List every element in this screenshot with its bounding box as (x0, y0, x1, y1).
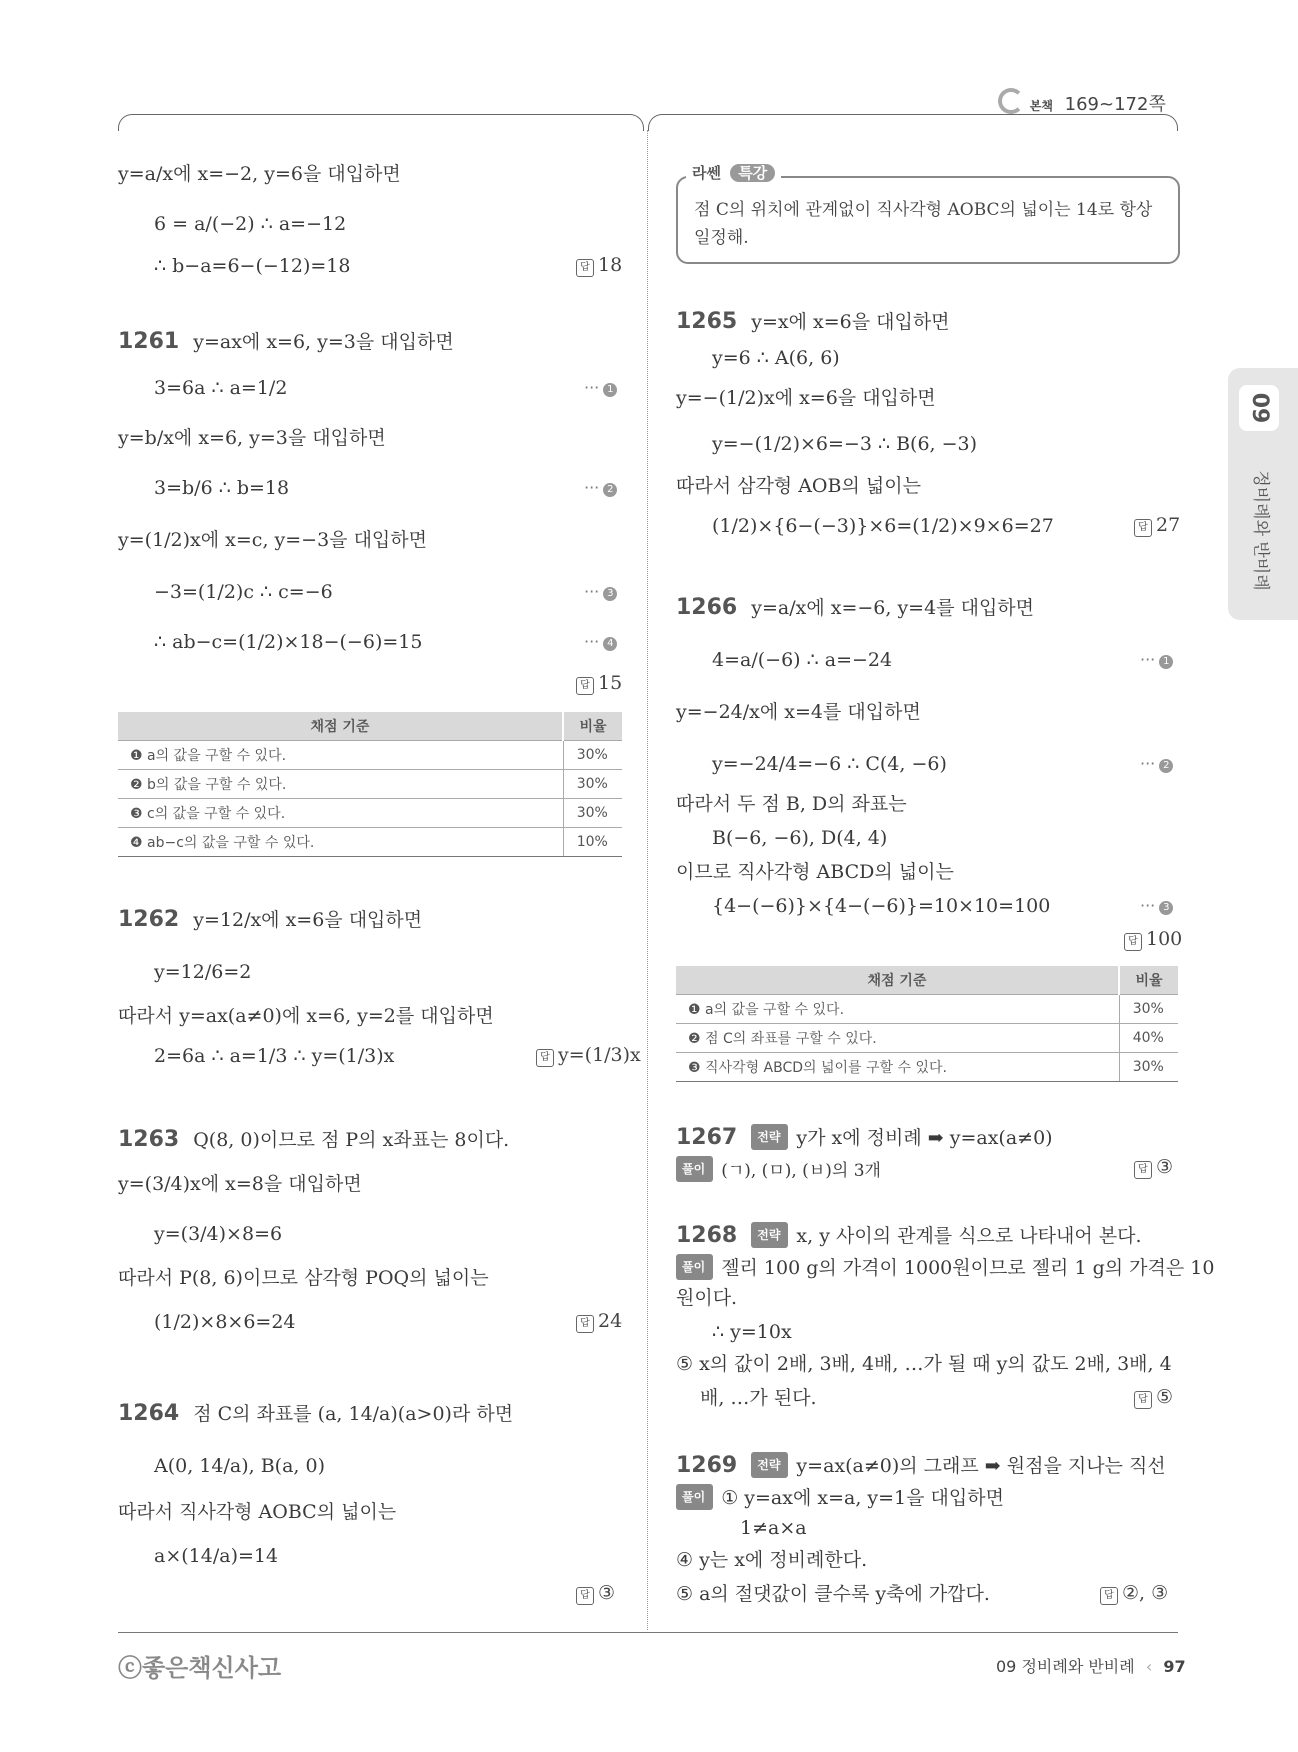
text: y=a/x에 x=−6, y=4를 대입하면 (751, 597, 1035, 619)
problem-number: 1263 (118, 1127, 180, 1152)
strategy-text: x, y 사이의 관계를 식으로 나타내어 본다. (796, 1225, 1142, 1247)
answer-value: 15 (598, 672, 623, 694)
problem-1266-line-5: 따라서 두 점 B, D의 좌표는 (676, 793, 907, 815)
strategy-text: y가 x에 정비례 ➡ y=ax(a≠0) (796, 1127, 1053, 1149)
text: 점 C의 좌표를 (a, 14/a)(a>0)라 하면 (193, 1403, 514, 1425)
lecture-label-badge: 특강 (730, 164, 775, 182)
problem-1267-line-1 (676, 1124, 1053, 1150)
grading-table-1261 (118, 712, 622, 857)
answer-value: y=(1/3)x (558, 1044, 641, 1066)
footer-chapter (996, 1654, 1186, 1677)
footer-rule (118, 1632, 1178, 1633)
lecture-text: 점 C의 위치에 관계없이 직사각형 AOBC의 넓이는 14로 항상 일정해. (694, 200, 1153, 248)
strategy-tag: 전략 (751, 1452, 788, 1478)
problem-1266-line-4: y=−24/4=−6 ∴ C(4, −6) (712, 753, 947, 775)
problem-number: 1265 (676, 309, 738, 334)
problem-1261-line-7: ∴ ab−c=(1/2)×18−(−6)=15 (154, 631, 423, 653)
problem-1268-line-2 (676, 1254, 1214, 1280)
lecture-label-main: 라쎈 (692, 164, 721, 182)
answer-value: ③ (598, 1582, 616, 1604)
problem-1264-line-4: a×(14/a)=14 (154, 1545, 279, 1567)
problem-1265-line-5: 따라서 삼각형 AOB의 넓이는 (676, 475, 921, 497)
ref-pages: 169~172쪽 (1064, 94, 1166, 115)
problem-1261-line-3: y=b/x에 x=6, y=3을 대입하면 (118, 427, 386, 449)
answer-value: 100 (1146, 928, 1183, 950)
table-header-ratio: 비율 (563, 712, 622, 741)
answer-1260: 답 18 (576, 254, 622, 277)
problem-1264-line-1 (118, 1402, 513, 1426)
answer-1261: 답 15 (576, 672, 622, 695)
ref-label: 본책 (1029, 99, 1053, 113)
chapter-number: 09 (1239, 385, 1279, 431)
answer-value: ③ (1156, 1156, 1174, 1178)
problem-1264-line-3: 따라서 직사각형 AOBC의 넓이는 (118, 1501, 397, 1523)
table-row: ❶ a의 값을 구할 수 있다. 30% (676, 995, 1178, 1024)
problem-number: 1268 (676, 1223, 738, 1248)
problem-1265-line-3: y=−(1/2)x에 x=6을 대입하면 (676, 387, 936, 409)
page-reference (998, 88, 1166, 116)
table-row: ❷ b의 값을 구할 수 있다. 30% (118, 770, 622, 799)
problem-1265-line-6: (1/2)×{6−(−3)}×6=(1/2)×9×6=27 (712, 515, 1054, 537)
step-marker-1: ··· 1 (584, 378, 617, 397)
problem-1266-line-1 (676, 596, 1034, 620)
problem-1263-line-3: y=(3/4)×8=6 (154, 1223, 283, 1245)
answer-value: 27 (1156, 514, 1181, 536)
lecture-label (686, 162, 781, 183)
table-row: ❷ 점 C의 좌표를 구할 수 있다. 40% (676, 1024, 1178, 1053)
problem-1261-line-6: −3=(1/2)c ∴ c=−6 (154, 581, 333, 603)
problem-1265-line-1 (676, 310, 950, 334)
problem-1269-line-1 (676, 1452, 1166, 1478)
problem-1266-line-7: 이므로 직사각형 ABCD의 넓이는 (676, 861, 954, 883)
solution-tag: 풀이 (676, 1254, 713, 1280)
problem-1268-line-5: ⑤ x의 값이 2배, 3배, 4배, …가 될 때 y의 값도 2배, 3배, 4 (676, 1353, 1172, 1375)
problem-1262-line-2: y=12/6=2 (154, 961, 252, 983)
table-row: ❶ a의 값을 구할 수 있다. 30% (118, 741, 622, 770)
problem-1268-line-4: ∴ y=10x (712, 1321, 792, 1343)
problem-1266-line-6: B(−6, −6), D(4, 4) (712, 827, 888, 849)
problem-1269-line-4: ④ y는 x에 정비례한다. (676, 1549, 868, 1571)
page-number: 97 (1163, 1657, 1186, 1676)
problem-1264-line-2: A(0, 14/a), B(a, 0) (154, 1455, 325, 1477)
problem-1269-line-3: 1≠a×a (740, 1517, 807, 1539)
problem-1266-line-3: y=−24/x에 x=4를 대입하면 (676, 701, 921, 723)
problem-1263-line-4: 따라서 P(8, 6)이므로 삼각형 POQ의 넓이는 (118, 1267, 489, 1289)
problem-1262-line-3: 따라서 y=ax(a≠0)에 x=6, y=2를 대입하면 (118, 1005, 494, 1027)
text: ① y=ax에 x=a, y=1을 대입하면 (721, 1487, 1004, 1509)
answer-1265: 답 27 (1134, 514, 1180, 537)
problem-1262-line-1 (118, 908, 422, 932)
problem-1268-line-3: 원이다. (676, 1287, 738, 1309)
text: y=ax에 x=6, y=3을 대입하면 (193, 331, 454, 353)
text: y=12/x에 x=6을 대입하면 (193, 909, 423, 931)
step-marker-3: ··· 3 (584, 582, 617, 601)
strategy-tag: 전략 (751, 1124, 788, 1150)
problem-1265-line-4: y=−(1/2)×6=−3 ∴ B(6, −3) (712, 433, 978, 455)
text: Q(8, 0)이므로 점 P의 x좌표는 8이다. (193, 1129, 510, 1151)
problem-1263-line-1 (118, 1128, 509, 1152)
left-line-3: ∴ b−a=6−(−12)=18 (154, 255, 351, 277)
answer-value: 18 (598, 254, 623, 276)
grading-table-1266 (676, 966, 1178, 1082)
problem-1269-line-5: ⑤ a의 절댓값이 클수록 y축에 가깝다. (676, 1583, 990, 1605)
answer-1264: 답 ③ (576, 1582, 615, 1605)
chevron-left-icon: ‹ (1145, 1657, 1153, 1676)
table-row: ❸ c의 값을 구할 수 있다. 30% (118, 799, 622, 828)
answer-1267: 답 ③ (1134, 1156, 1173, 1179)
strategy-text: y=ax(a≠0)의 그래프 ➡ 원점을 지나는 직선 (796, 1455, 1166, 1477)
problem-1266-line-8: {4−(−6)}×{4−(−6)}=10×10=100 (712, 895, 1051, 917)
strategy-tag: 전략 (751, 1222, 788, 1248)
left-line-1: y=a/x에 x=−2, y=6을 대입하면 (118, 163, 401, 185)
problem-1263-line-5: (1/2)×8×6=24 (154, 1311, 296, 1333)
solution-tag: 풀이 (676, 1484, 713, 1510)
answer-value: ⑤ (1156, 1386, 1174, 1408)
refresh-arrow-icon (998, 88, 1024, 114)
solution-tag: 풀이 (676, 1156, 713, 1182)
table-row: ❸ 직사각형 ABCD의 넓이를 구할 수 있다. 30% (676, 1053, 1178, 1082)
problem-number: 1264 (118, 1401, 180, 1426)
publisher-logo: ⓒ좋은책신사고 (118, 1654, 282, 1682)
step-marker-2: ··· 2 (1140, 754, 1173, 773)
problem-number: 1267 (676, 1125, 738, 1150)
answer-value: ②, ③ (1122, 1582, 1169, 1604)
problem-1268-line-6: 배, …가 된다. (700, 1387, 817, 1409)
problem-1261-line-1 (118, 330, 454, 354)
chapter-title: 정비례와 반비례 (1250, 470, 1271, 591)
problem-number: 1262 (118, 907, 180, 932)
answer-1269: 답 ②, ③ (1100, 1582, 1168, 1605)
problem-1268-line-1 (676, 1222, 1142, 1248)
answer-1268: 답 ⑤ (1134, 1386, 1173, 1409)
chapter-side-tab (1228, 368, 1298, 620)
problem-number: 1266 (676, 595, 738, 620)
problem-number: 1261 (118, 329, 180, 354)
table-row: ❹ ab−c의 값을 구할 수 있다. 10% (118, 828, 622, 857)
problem-1261-line-2: 3=6a ∴ a=1/2 (154, 377, 288, 399)
problem-1269-line-2 (676, 1484, 1004, 1510)
problem-1267-line-2 (676, 1156, 881, 1183)
column-divider (647, 130, 648, 1630)
step-marker-1: ··· 1 (1140, 650, 1173, 669)
text: (ㄱ), (ㅁ), (ㅂ)의 3개 (721, 1161, 881, 1181)
left-frame-top (118, 114, 644, 131)
problem-1262-line-4: 2=6a ∴ a=1/3 ∴ y=(1/3)x (154, 1045, 395, 1067)
step-marker-2: ··· 2 (584, 478, 617, 497)
text: 젤리 100 g의 가격이 1000원이므로 젤리 1 g의 가격은 10 (721, 1257, 1215, 1279)
answer-1266: 답 100 (1124, 928, 1182, 951)
answer-1262: 답 y=(1/3)x (536, 1044, 641, 1067)
problem-1261-line-5: y=(1/2)x에 x=c, y=−3을 대입하면 (118, 529, 427, 551)
table-header-criteria: 채점 기준 (676, 966, 1119, 995)
answer-1263: 답 24 (576, 1310, 622, 1333)
problem-1263-line-2: y=(3/4)x에 x=8을 대입하면 (118, 1173, 362, 1195)
left-line-2: 6 = a/(−2) ∴ a=−12 (154, 213, 347, 235)
problem-1261-line-4: 3=b/6 ∴ b=18 (154, 477, 290, 499)
problem-1265-line-2: y=6 ∴ A(6, 6) (712, 347, 840, 369)
chapter-label: 09 정비례와 반비례 (996, 1657, 1135, 1676)
table-header-criteria: 채점 기준 (118, 712, 563, 741)
problem-number: 1269 (676, 1453, 738, 1478)
problem-1266-line-2: 4=a/(−6) ∴ a=−24 (712, 649, 893, 671)
text: y=x에 x=6을 대입하면 (751, 311, 950, 333)
step-marker-4: ··· 4 (584, 632, 617, 651)
answer-value: 24 (598, 1310, 623, 1332)
right-frame-top (648, 114, 1178, 131)
step-marker-3: ··· 3 (1140, 896, 1173, 915)
table-header-ratio: 비율 (1119, 966, 1178, 995)
